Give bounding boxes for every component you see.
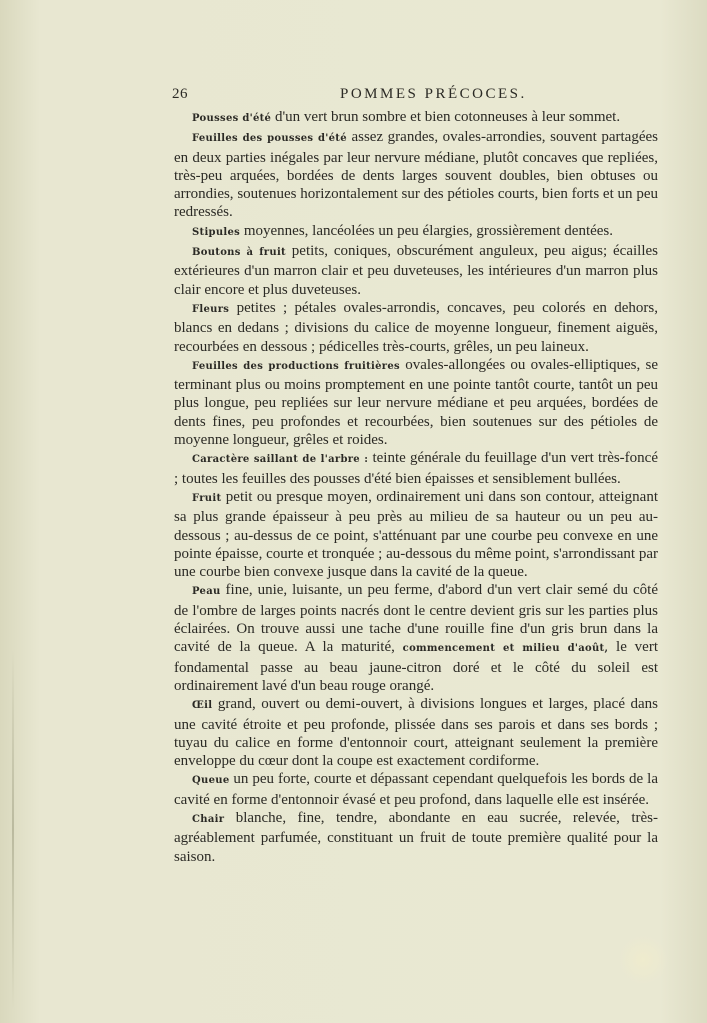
- entry-term: Chair: [192, 813, 225, 825]
- entry-oeil: [174, 695, 658, 770]
- entry-feuilles-pousses: [174, 128, 658, 221]
- entry-term-maturity: commencement et milieu d'août,: [394, 643, 609, 655]
- paper-stain: [618, 935, 668, 985]
- entry-term: Stipules: [192, 226, 241, 238]
- entry-term: Œil: [192, 700, 213, 712]
- entry-chair: [174, 809, 658, 866]
- entry-term: Pousses d'été: [192, 113, 272, 124]
- entry-fleurs: [174, 299, 658, 356]
- entry-text: assez grandes, ovales-arrondies, souvent partagées en deux parties inégales par leur nervure médiane, plutôt concaves que repliées, très-peu arquées, bordées de dents larges souvent doubles, bien obtuses ou arrondies, soutenues horizontalement sur des pétioles courts, bien forts et un peu redressés.: [174, 129, 658, 221]
- page-number: 26: [172, 86, 188, 102]
- entry-boutons: [174, 242, 658, 299]
- entry-text: blanche, fine, tendre, abondante en eau sucrée, relevée, très-agréablement parfumée, constituant un fruit de toute première qualité pour la saison.: [174, 809, 658, 865]
- entry-term: Queue: [192, 775, 230, 787]
- entry-text: teinte générale du feuillage d'un vert très-foncé ; toutes les feuilles des pousses d'été bien épaisses et sensiblement bullées.: [174, 450, 658, 487]
- entry-text: fine, unie, luisante, un peu ferme, d'abord d'un vert clair semé du côté de l'ombre de larges points nacrés dont le centre devient gris sur les parties plus éclairées. On trouve aussi une tache d'une rouille fine d'un gris brun dans la cavité de la queue. A la maturité,: [174, 582, 658, 656]
- entry-peau: [174, 581, 658, 695]
- entry-text: petit ou presque moyen, ordinairement uni dans son contour, atteignant sa plus grande épaisseur à peu près au milieu de sa hauteur ou un peu au-dessous ; au-dessus de ce point, s'atténuant par une courbe peu convexe en une pointe épaisse, courte et tronquée ; au-dessous du même point, s'arrondissant par une courbe bien convexe jusque dans la cavité de la queue.: [174, 488, 658, 581]
- entry-text: d'un vert brun sombre et bien cotonneuses à leur sommet.: [271, 109, 621, 125]
- entry-text: petits, coniques, obscurément anguleux, peu aigus; écailles extérieures d'un marron clair et peu duveteuses, les intérieures d'un marron plus clair encore et plus duveteuses.: [174, 243, 658, 298]
- description-text: [174, 108, 658, 866]
- entry-text: grand, ouvert ou demi-ouvert, à divisions longues et larges, placé dans une cavité étroite et peu profonde, plissée dans ses parois et dans ses bords ; tuyau du calice en forme d'entonnoir court, atteignant seulement la première enveloppe du cœur dont la coupe est exactement cordiforme.: [174, 696, 658, 770]
- entry-term: Boutons à fruit: [192, 247, 286, 259]
- entry-text: moyennes, lancéolées un peu élargies, grossièrement dentées.: [240, 222, 614, 239]
- entry-queue: [174, 770, 658, 809]
- entry-text-maturity: le vert fondamental passe au beau jaune-citron doré et le côté du soleil est ordinairement lavé d'un beau rouge orangé.: [174, 639, 658, 694]
- entry-term: Feuilles des pousses d'été: [192, 133, 347, 145]
- page-edge-shadow: [12, 650, 14, 1010]
- entry-term: Peau: [192, 586, 221, 598]
- entry-pousses: [174, 108, 658, 128]
- entry-term: Fleurs: [192, 303, 230, 315]
- entry-fruit: [174, 488, 658, 581]
- running-title: POMMES PRÉCOCES.: [340, 86, 527, 102]
- entry-text: petites ; pétales ovales-arrondis, concaves, peu colorés en dehors, blancs en dedans ; divisions du calice de moyenne longueur, finement aiguës, recourbées en dessous ; pédicelles très-courts, grêles, un peu laineux.: [174, 299, 658, 355]
- page-header: [172, 82, 572, 106]
- entry-text: ovales-allongées ou ovales-elliptiques, se terminant plus ou moins promptement en une pointe tantôt courte, tantôt un peu plus longue, peu repliées sur leur nervure médiane et peu arquées, bordées de dents fines, peu profondes et recourbées, bien soutenues sur des pétioles de moyenne longueur, grêles et roides.: [174, 356, 658, 449]
- entry-caractere: [174, 449, 658, 488]
- entry-term: Caractère saillant de l'arbre :: [192, 454, 369, 466]
- entry-text: un peu forte, courte et dépassant cependant quelquefois les bords de la cavité en forme d'entonnoir évasé et peu profond, dans laquelle elle est insérée.: [174, 771, 658, 808]
- entry-feuilles-productions: [174, 356, 658, 449]
- entry-term: Feuilles des productions fruitières: [192, 360, 400, 372]
- entry-stipules: [174, 222, 658, 242]
- entry-term: Fruit: [192, 492, 222, 504]
